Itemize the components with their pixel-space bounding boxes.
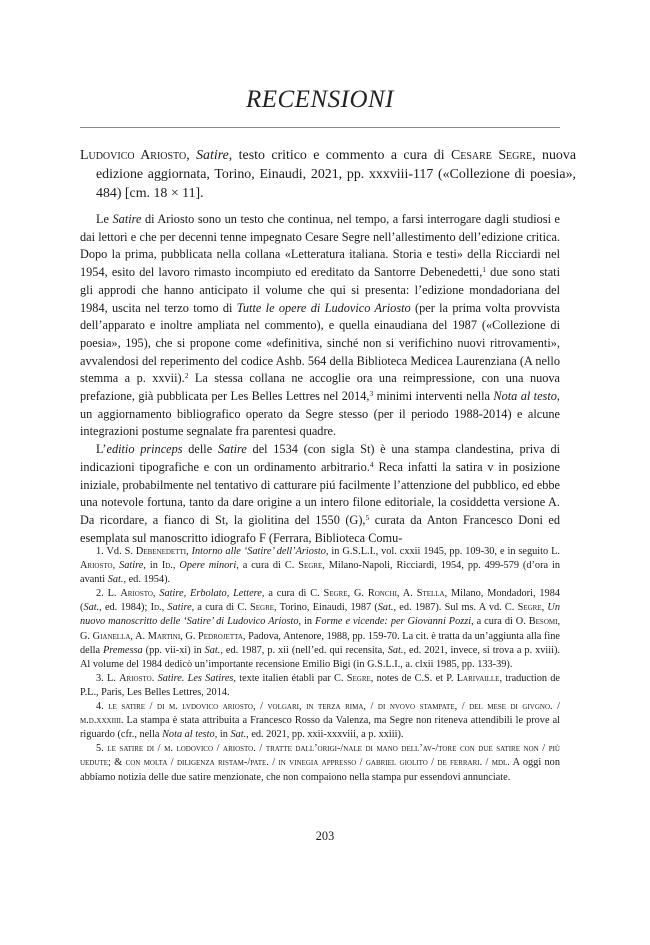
paragraph-1: Le Satire di Ariosto sono un testo che continua, nel tempo, a farsi interrogare dagli studiosi e dai lettori e che per decenni tenne impegnato Cesare Segre nell’allestimento dell’edizione critica. Dopo la prima, pubblicata nella collana «Letteratura italiana. Storia e testi» della Ricciardi nel 1954, esito del lavoro rimasto incompiuto ed ereditato da Santorre Debenedetti,$^1$ due sono stati gli approdi che hanno anticipato il volume che qui si presenta: l’edizione mondadoriana del 1984, uscita nel terzo tomo di Tutte le opere di Ludovico Ariosto (per la prima volta provvista dell’apparato e inoltre ampliata nel commento), e quella einaudiana del 1987 («Collezione di poesia», 195), che si propone come «definitiva, sinché non si verifichino nuovi ritrovamenti», avvalendosi del reperimento del codice Ashb. 564 della Biblioteca Medicea Laurenziana (A nello stemma a p. xxvii).$^2$ La stessa collana ne accoglie ora una reimpressione, con una nuova prefazione, già pubblicata per Les Belles Lettres nel 2014,$^3$ minimi interventi nella Nota al testo, un aggiornamento bibliografico operato da Segre stesso (per il periodo 1988-2014) e alcune integrazioni postume segnalate fra parentesi quadre. [80,212,561,439]
footnote-2: 2. L. Ariosto, Satire, Erbolato, Lettere, a cura di C. Segre, G. Ronchi, A. Stella, Milano, Mondadori, 1984 (Sat., ed. 1984); Id., Satire, a cura di C. Segre, Torino, Einaudi, 1987 (Sat., ed. 1987). Sul ms. A vd. C. Segre, Un nuovo manoscritto delle ‘Satire’ di Ludovico Ariosto, in Forme e vicende: per Giovanni Pozzi, a cura di O. Besomi, G. Gianella, A. Martini, G. Pedrojetta, Padova, Antenore, 1988, pp. 159-70. La cit. è tratta da un’aggiunta alla fine della Premessa (pp. vii-xi) in Sat., ed. 1987, p. xii (nell’ed. qui recensita, Sat., ed. 2021, invece, si trova a p. xviii). Al volume del 1984 dedicò un’importante recensione Emilio Bigi (in G.S.L.I., a. clxii 1985, pp. 133-39). [80,588,561,670]
footnote-ref-5[interactable]: 5 [365,512,370,522]
footnote-ref-3[interactable]: 3 [369,389,374,399]
biblio-work: Satire [196,148,229,163]
biblio-author: Ludovico Ariosto [80,148,187,163]
bibliographic-entry: Ludovico Ariosto, Satire, testo critico e commento a cura di Cesare Segre, nuova edizione aggiornata, Torino, Einaudi, 2021, pp. xxxviii-117 («Collezione di poesia», 484) [cm. 18 × 11]. [80,148,576,201]
footnote-4: 4. le satire / di m. lvdovico ariosto, / volgari, in terza rima, / di nvovo stampate, / del mese di givgno. / m.d.xxxiiii. La stampa è stata attribuita a Francesco Rosso da Valenza, ma Segre non riteneva attendibili le prove al riguardo (cfr., nella Nota al testo, in Sat., ed. 2021, pp. xxii-xxxviii, a p. xxiii). [80,701,560,741]
footnotes [80,545,560,785]
biblio-editor: Cesare Segre [450,148,533,163]
page-number: 203 [315,829,335,843]
footnote-1: 1. Vd. S. Debenedetti, Intorno alle ‘Satire’ dell’Ariosto, in G.S.L.I., vol. cxxii 1945, pp. 109-30, e in seguito L. Ariosto, Satire, in Id., Opere minori, a cura di C. Segre, Milano-Napoli, Ricciardi, 1954, pp. 499-579 (d’ora in avanti Sat., ed. 1954). [80,546,561,586]
footnote-ref-2[interactable]: 2 [184,371,189,381]
footnote-5: 5. le satire di / m. lodovico / ariosto. / tratte dall’origi-/nale di mano dell’av-/tore con due satire non / più uedute; & con molta / diligenza ristam-/pate. / in vinegia appresso / gabriel giolito / de ferrari. / mdl. A oggi non abbiamo notizia delle due satire menzionate, che non compaiono nella stampa pur essendovi annunciate. [80,743,560,783]
section-title: RECENSIONI [245,86,395,113]
footnote-ref-4[interactable]: 4 [369,459,374,469]
review-body [80,211,560,547]
footnote-3: 3. L. Ariosto. Satire. Les Satires, texte italien établi par C. Segre, notes de C.S. et P. Larivaille, traduction de P.L., Paris, Les Belles Lettres, 2014. [80,672,560,698]
header-rule [80,127,560,128]
paragraph-2: L’editio princeps delle Satire del 1534 (con sigla St) è una stampa clandestina, priva di indicazioni tipografiche e con un ordinamento arbitrario.$^4$ Reca infatti la satira v in posizione iniziale, probabilmente nel tentativo di catturare piú facilmente l’attenzione del pubblico, ed ebbe una notevole fortuna, tanto da dare origine a un intero filone editoriale, la cosiddetta versione A. Da ricordare, a fianco di St, la giolitina del 1550 (G),$^5$ curata da Anton Francesco Doni ed esemplata sul manoscritto idiografo F (Ferrara, Biblioteca Comu- [80,442,561,545]
footnote-ref-1[interactable]: 1 [482,265,487,275]
